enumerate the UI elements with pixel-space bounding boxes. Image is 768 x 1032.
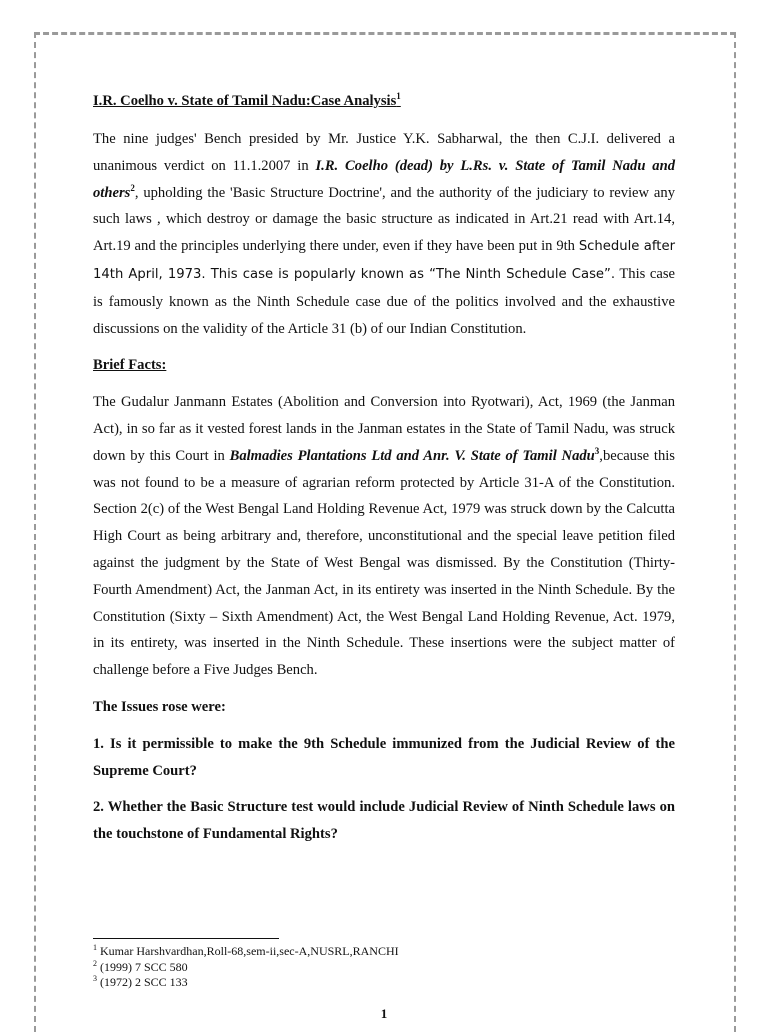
case-citation: I.R. Coelho (dead) by L.Rs. v. State of Tamil Nadu and others <box>93 157 675 201</box>
intro-paragraph: The nine judges' Bench presided by Mr. Justice Y.K. Sabharwal, the then C.J.I. delivered a unanimous verdict on 11.1.2007 in I.R. Coelho (dead) by L.Rs. v. State of Tamil Nadu and others$^2$, upholding the 'Basic Structure Doctrine', and the authority of the judiciary to review any such laws , which destroy or damage the basic structure as indicated in Art.21 read with Art.14, Art.19 and the principles underlying there under, even if they have been put in 9th Schedule after 14th April, 1973. This case is popularly known as “The Ninth Schedule Case”. This case is famously known as the Ninth Schedule case due of the politics involved and the exhaustive discussions on the validity of the Article 31 (b) of our Indian Constitution. <box>93 131 675 337</box>
issue-2: 2. Whether the Basic Structure test would include Judicial Review of Ninth Schedule laws on the touchstone of Fundamental Rights? <box>93 799 675 843</box>
issue-1: 1. Is it permissible to make the 9th Schedule immunized from the Judicial Review of the Supreme Court? <box>93 735 675 779</box>
footnote-ref-1: 1 <box>396 91 401 102</box>
case-citation-balmadies: Balmadies Plantations Ltd and Anr. V. State of Tamil Nadu <box>229 447 595 464</box>
footnote-ref-3: 3 <box>594 445 600 456</box>
footnote-separator <box>93 938 279 939</box>
page-number: 1 <box>380 1006 388 1021</box>
footnote-1: $^1$ Kumar Harshvardhan,Roll-68,sem-ii,sec-A,NUSRL,RANCHI <box>93 943 399 958</box>
footnote-2: $^2$ (1999) 7 SCC 580 <box>93 958 188 974</box>
brief-facts-heading: Brief Facts: <box>93 357 167 374</box>
footnote-ref-2: 2 <box>130 182 135 193</box>
document-body <box>93 88 675 858</box>
document-title: I.R. Coelho v. State of Tamil Nadu:Case Analysis$^1$ <box>93 91 401 109</box>
facts-paragraph: The Gudalur Janmann Estates (Abolition and Conversion into Ryotwari), Act, 1969 (the Janman Act), in so far as it vested forest lands in the Janman estates in the State of Tamil Nadu, was struck down by this Court in Balmadies Plantations Ltd and Anr. V. State of Tamil Nadu$^3$,because this was not found to be a measure of agrarian reform protected by Article 31-A of the Constitution. Section 2(c) of the West Bengal Land Holding Revenue Act, 1979 was struck down by the Calcutta High Court as being arbitrary and, therefore, unconstitutional and the special leave petition filed against the judgment by the State of West Bengal was dismissed. By the Constitution (Thirty-Fourth Amendment) Act, the Janman Act, in its entirety was inserted in the Ninth Schedule. By the Constitution (Sixty – Sixth Amendment) Act, the West Bengal Land Holding Revenue, Act. 1979, in its entirety, was inserted in the Ninth Schedule. These insertions were the subject matter of challenge before a Five Judges Bench. <box>93 394 675 679</box>
footnote-3: $^3$ (1972) 2 SCC 133 <box>93 974 188 989</box>
footnotes <box>93 944 399 991</box>
popular-name-sentence: Schedule after 14th April, 1973. This case is popularly known as “The Ninth Schedule Case”. <box>93 239 675 282</box>
issues-heading: The Issues rose were: <box>93 698 226 715</box>
